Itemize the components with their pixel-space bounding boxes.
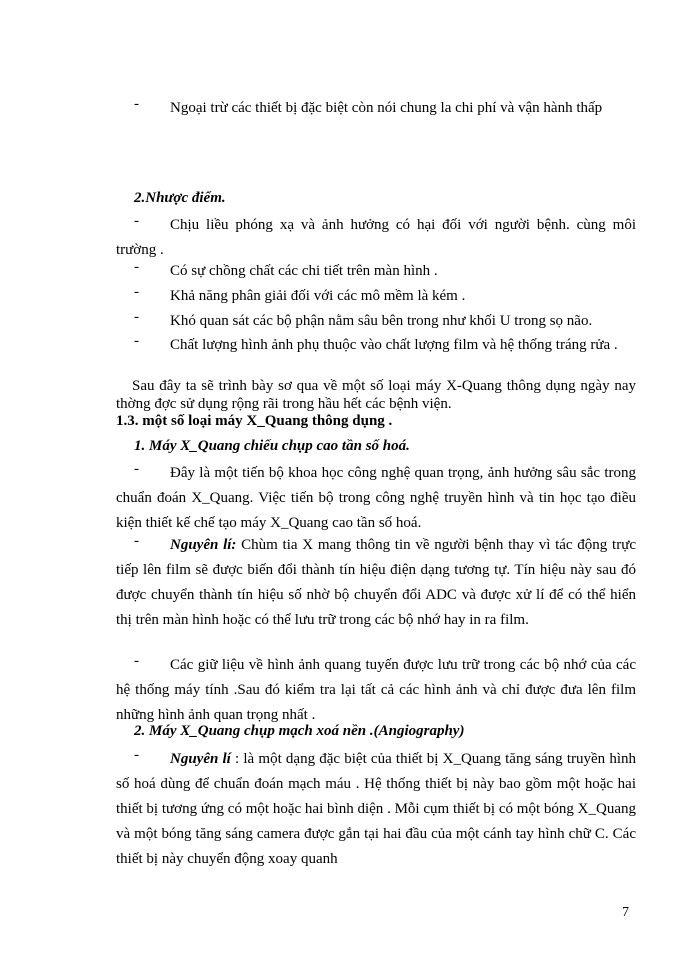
paragraph-text: : là một dạng đặc biệt của thiết bị X_Quang tăng sáng truyền hình số hoá dùng để chuẩn đoán mạch máu . Hệ thống thiết bị này bao gồm một hoặc hai thiết bị tương ứng có một hoặc hai bình diện . Mỗi cụm thiết bị có một bóng X_Quang và một bóng tăng sáng camera được gắn tại hai đầu của một cánh tay hình chữ C. Các thiết bị này chuyển động xoay quanh xyxy=(116,751,636,867)
list-item-text: Chịu liều phóng xạ và ảnh hưởng có hại đối với người bệnh. cùng môi trường . xyxy=(116,217,636,258)
list-item xyxy=(116,259,636,284)
paragraph-text: Đây là một tiến bộ khoa học công nghệ quan trọng, ảnh hưởng sâu sắc trong chuẩn đoán X_Quang. Việc tiến bộ trong công nghệ truyền hình và tin học tạo điều kiện thiết kế chế tạo máy X_Quang cao tần số hoá. xyxy=(116,465,636,531)
lead-term: Nguyên lí: xyxy=(170,537,237,553)
page-number: 7 xyxy=(622,905,629,920)
list-item xyxy=(116,333,636,358)
section-heading-disadvantages: 2.Nhược điểm. xyxy=(134,190,226,206)
list-item xyxy=(116,747,636,872)
list-item-text: Ngoại trừ các thiết bị đặc biệt còn nói chung la chi phí và vận hành thấp xyxy=(170,100,603,116)
list-item-text xyxy=(116,461,636,536)
list-item-text xyxy=(116,653,636,728)
bullet-dash: - xyxy=(134,96,139,112)
list-item-text: Khó quan sát các bộ phận nằm sâu bên trong như khối U trong sọ não. xyxy=(170,313,593,329)
list-item xyxy=(116,533,636,633)
list-item-text xyxy=(116,533,636,633)
list-item-text xyxy=(116,747,636,872)
list-item-text: Chất lượng hình ảnh phụ thuộc vào chất lượng film và hệ thống tráng rửa . xyxy=(170,337,618,353)
bullet-dash: - xyxy=(134,213,139,229)
bullet-dash: - xyxy=(134,533,139,549)
bullet-dash: - xyxy=(134,747,139,763)
list-item xyxy=(116,653,636,728)
bullet-dash: - xyxy=(134,333,139,349)
bullet-dash: - xyxy=(134,284,139,300)
list-item-text: Khả năng phân giải đối với các mô mềm là kém . xyxy=(170,288,466,304)
list-item xyxy=(116,284,636,309)
list-item-text: Có sự chồng chất các chi tiết trên màn hình . xyxy=(170,263,438,279)
bullet-dash: - xyxy=(134,309,139,325)
section-heading-1-3: 1.3. một số loại máy X_Quang thông dụng . xyxy=(116,413,393,429)
intro-paragraph: Sau đây ta sẽ trình bày sơ qua về một số loại máy X-Quang thông dụng ngày nay thờng đợc sử dụng rộng rãi trong hầu hết các bệnh viện. xyxy=(116,378,636,412)
paragraph-text: Các giữ liệu về hình ảnh quang tuyến được lưu trữ trong các bộ nhớ của các hệ thống máy tính .Sau đó kiểm tra lại tất cả các hình ảnh và chỉ được đưa lên film những hình ảnh quan trọng nhất . xyxy=(116,657,636,723)
bullet-dash: - xyxy=(134,259,139,275)
subsection-heading-1: 1. Máy X_Quang chiếu chụp cao tần số hoá. xyxy=(134,438,410,454)
subsection-heading-2: 2. Máy X_Quang chụp mạch xoá nền .(Angiography) xyxy=(134,723,465,739)
list-item xyxy=(116,96,636,121)
list-item xyxy=(116,309,636,334)
lead-term: Nguyên lí xyxy=(170,751,231,767)
bullet-dash: - xyxy=(134,653,139,669)
list-item xyxy=(116,461,636,536)
paragraph-text: Chùm tia X mang thông tin về người bệnh thay vì tác động trực tiếp lên film sẽ được biến đổi thành tín hiệu điện dạng tương tự. Tín hiệu này sau đó được chuyển thành tín hiệu số nhờ bộ chuyển đổi ADC và được xử lí để có thể hiển thị trên màn hình hoặc có thể lưu trữ trong các bộ nhớ hay in ra film. xyxy=(116,537,636,628)
list-item xyxy=(116,213,636,263)
bullet-dash: - xyxy=(134,461,139,477)
